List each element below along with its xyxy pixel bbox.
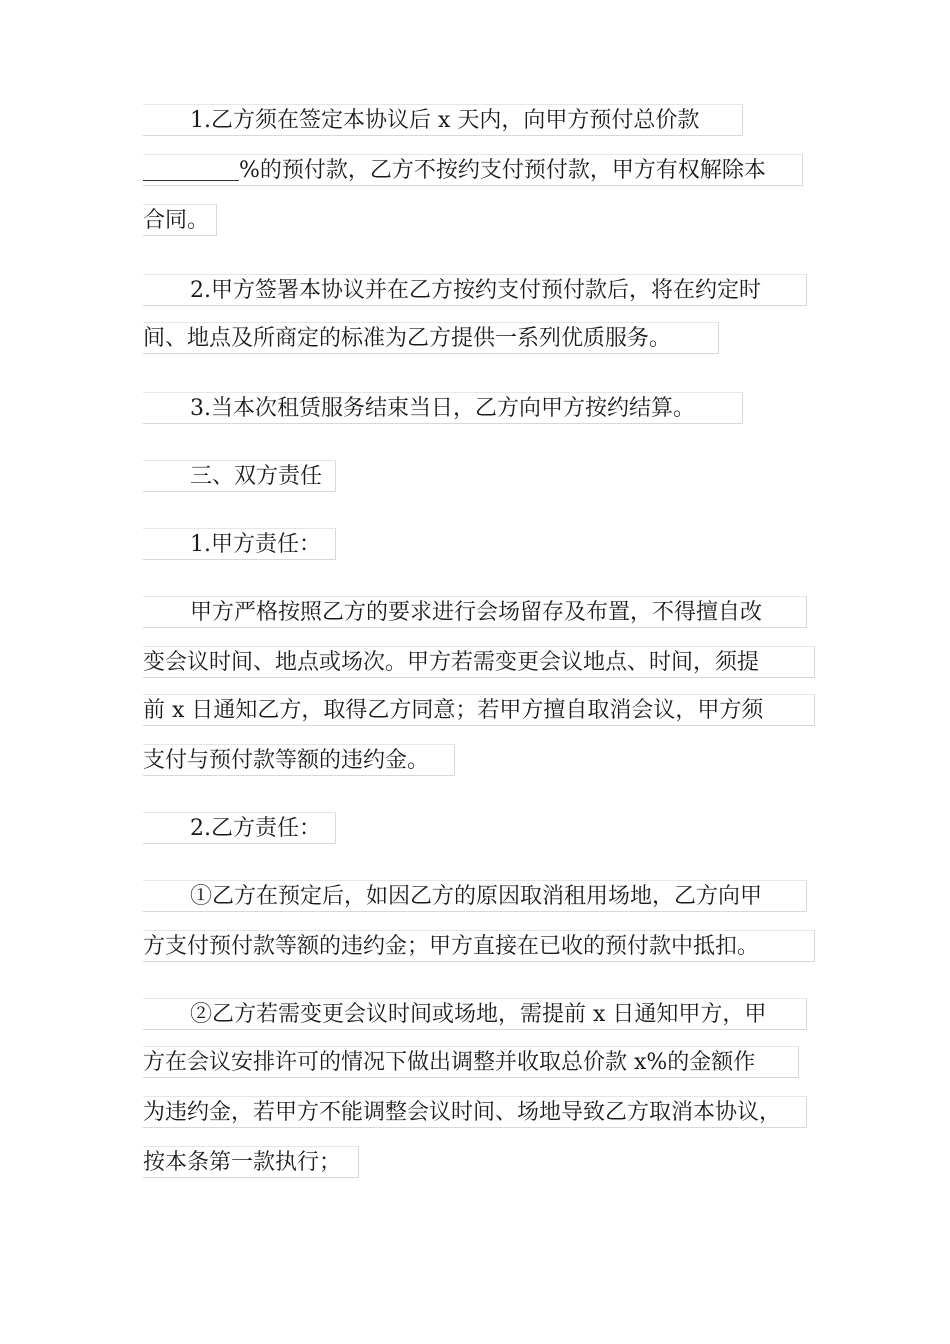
paragraph-6-line-1: 甲方严格按照乙方的要求进行会场留存及布置，不得擅自改: [143, 596, 807, 628]
paragraph-2-line-1: 2.甲方签署本协议并在乙方按约支付预付款后，将在约定时: [143, 274, 807, 306]
paragraph-6-line-4: 支付与预付款等额的违约金。: [143, 744, 455, 776]
paragraph-9-line-4: 按本条第一款执行；: [143, 1146, 359, 1178]
paragraph-9-line-3: 为违约金，若甲方不能调整会议时间、场地导致乙方取消本协议，: [143, 1096, 807, 1128]
section-heading: 三、双方责任: [143, 460, 336, 492]
paragraph-1-line-1: 1.乙方须在签定本协议后 x 天内，向甲方预付总价款: [143, 104, 743, 136]
paragraph-1-line-3: 合同。: [143, 204, 217, 236]
paragraph-3-line-1: 3.当本次租赁服务结束当日，乙方向甲方按约结算。: [143, 392, 743, 424]
paragraph-6-line-2: 变会议时间、地点或场次。甲方若需变更会议地点、时间，须提: [143, 646, 815, 678]
paragraph-1-line-2: [143, 154, 803, 186]
paragraph-6-line-3: 前 x 日通知乙方，取得乙方同意；若甲方擅自取消会议，甲方须: [143, 694, 815, 726]
paragraph-2-line-2: 间、地点及所商定的标准为乙方提供一系列优质服务。: [143, 322, 719, 354]
paragraph-9-line-1: ②乙方若需变更会议时间或场地，需提前 x 日通知甲方，甲: [143, 998, 807, 1030]
paragraph-1-line-2-text: %的预付款，乙方不按约支付预付款，甲方有权解除本: [239, 158, 766, 183]
paragraph-9-line-2: 方在会议安排许可的情况下做出调整并收取总价款 x%的金额作: [143, 1046, 799, 1078]
party-a-heading: 1.甲方责任：: [143, 528, 336, 560]
paragraph-8-line-2: 方支付预付款等额的违约金；甲方直接在已收的预付款中抵扣。: [143, 930, 815, 962]
paragraph-8-line-1: ①乙方在预定后，如因乙方的原因取消租用场地，乙方向甲: [143, 880, 807, 912]
party-b-heading: 2.乙方责任：: [143, 812, 336, 844]
fill-in-blank: [143, 158, 239, 181]
